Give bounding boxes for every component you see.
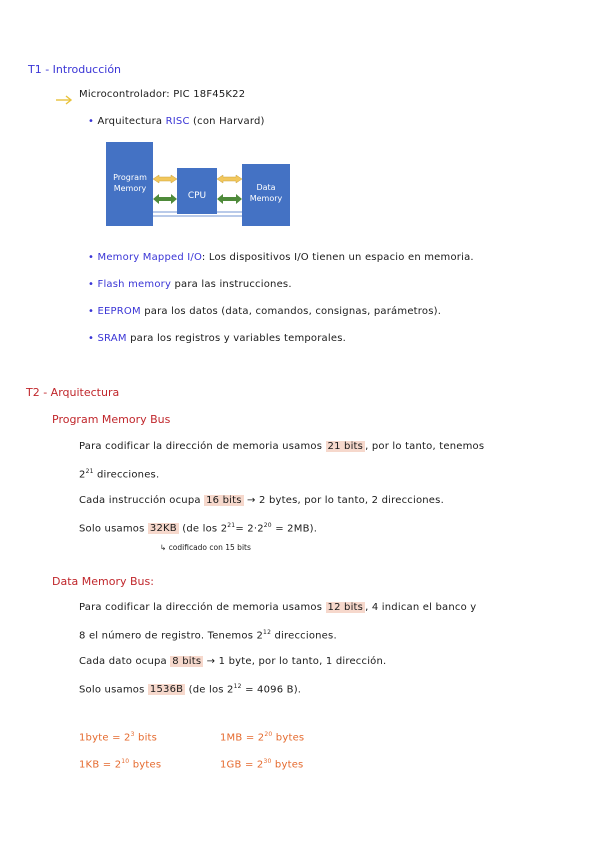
bullet-text: : Los dispositivos I/O tienen un espacio en memoria. <box>201 252 474 263</box>
bullet-item <box>88 306 441 317</box>
bullet-item <box>88 279 292 290</box>
data-memory-label: Data Memory <box>249 183 283 203</box>
bullet-dot-icon: • <box>88 306 95 317</box>
bullet-key: Flash memory <box>97 279 172 290</box>
arch-suffix: (con Harvard) <box>193 116 265 127</box>
pmb-line-1: Para codificar la dirección de memoria usamos 21 bits , por lo tanto, tenemos <box>79 441 485 452</box>
pmb-line-4: Solo usamos 32KB (de los $2^{21}= 2\cdot 2^{20} = 2MB$). <box>79 522 318 535</box>
unit-gb: $1GB = 2^{30}$ bytes <box>220 758 304 771</box>
bullet-text: para las instrucciones. <box>174 279 292 290</box>
arrow-right-icon <box>56 90 74 100</box>
dmb-line-4: Solo usamos 1536B (de los $2^{12} = 4096$ B). <box>79 683 302 696</box>
harvard-diagram <box>106 142 290 226</box>
bullet-key: SRAM <box>97 333 127 344</box>
arch-prefix: Arquitectura <box>97 116 163 127</box>
arch-line <box>88 116 265 127</box>
unit-byte: 1byte = $2^3$ bits <box>79 731 158 744</box>
bullet-key: Memory Mapped I/O <box>97 252 202 263</box>
bullet-dot-icon: • <box>88 116 95 127</box>
pmb-title: Program Memory Bus <box>52 413 171 426</box>
bullet-text: para los datos (data, comandos, consignas, parámetros). <box>144 306 442 317</box>
bullet-dot-icon: • <box>88 333 95 344</box>
dmb-line-1: Para codificar la dirección de memoria usamos 12 bits , 4 indican el banco y <box>79 602 477 613</box>
bullet-text: para los registros y variables temporales. <box>130 333 347 344</box>
bullet-item <box>88 252 474 263</box>
t2-title: T2 - Arquitectura <box>26 386 120 399</box>
bullet-dot-icon: • <box>88 279 95 290</box>
dmb-title: Data Memory Bus: <box>52 575 154 588</box>
dmb-line-3: Cada dato ocupa 8 bits → 1 byte, por lo tanto, 1 dirección. <box>79 656 387 667</box>
highlight: 21 bits <box>327 441 364 452</box>
highlight: 32KB <box>149 523 177 535</box>
dmb-line-2: 8 el número de registro. Tenemos $2^{12}$ direcciones. <box>79 629 337 642</box>
t1-title: T1 - Introducción <box>28 63 122 76</box>
highlight: 1536B <box>149 684 184 696</box>
highlight: 12 bits <box>327 602 364 613</box>
mcu-line: Microcontrolador: PIC 18F45K22 <box>79 89 246 100</box>
highlight: 8 bits <box>172 656 202 667</box>
unit-kb: $1KB = 2^{10}$ bytes <box>79 758 162 771</box>
cpu-label: CPU <box>187 191 207 201</box>
pmb-line-2: $2^{21}$ direcciones. <box>79 468 160 481</box>
pmb-note: ↳ codificado con 15 bits <box>160 543 251 552</box>
program-memory-label: Program Memory <box>113 173 147 193</box>
bullet-key: EEPROM <box>97 306 141 317</box>
arch-risc: RISC <box>165 116 190 127</box>
bullet-item <box>88 333 346 344</box>
pmb-line-3: Cada instrucción ocupa 16 bits → 2 bytes, por lo tanto, 2 direcciones. <box>79 495 444 506</box>
highlight: 16 bits <box>206 495 242 506</box>
unit-mb: $1MB = 2^{20}$ bytes <box>220 731 305 744</box>
bullet-dot-icon: • <box>88 252 95 263</box>
